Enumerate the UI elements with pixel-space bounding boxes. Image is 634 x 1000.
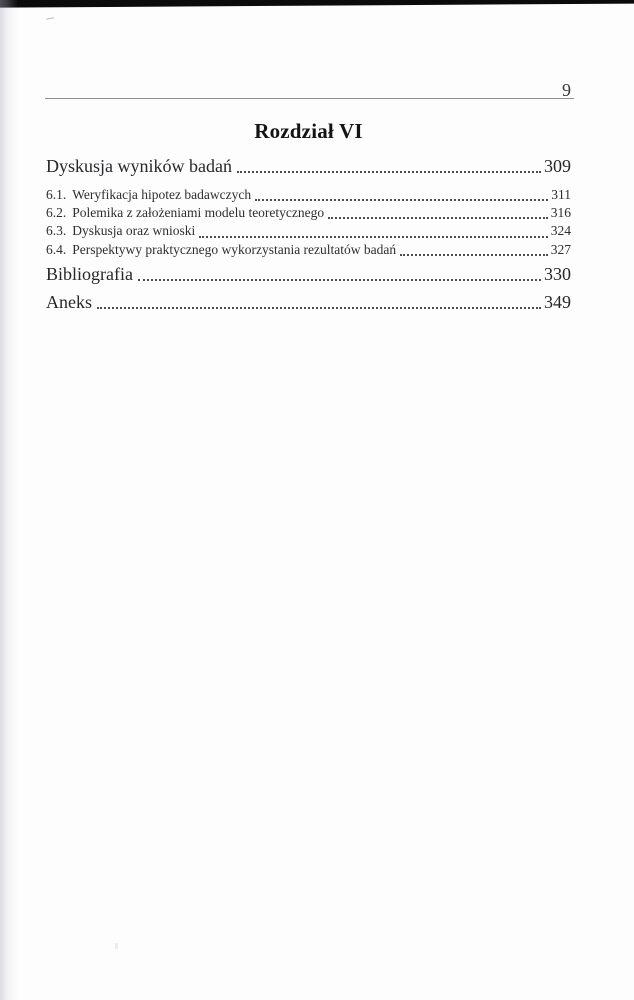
dot-leader [138, 279, 541, 281]
section-number: 6.2. [46, 205, 67, 221]
toc-entry-page: 330 [544, 263, 571, 284]
toc-entry-section [46, 204, 571, 222]
scan-artifact-speck [115, 943, 118, 949]
dot-leader [237, 171, 541, 173]
scan-edge-top [0, 0, 634, 9]
toc-entry-chapter [46, 155, 571, 177]
toc-entry-label: Perspektywy praktycznego wykorzystania rezultatów badań [72, 241, 397, 257]
toc-entry-annex [46, 291, 571, 313]
toc-entry-section [46, 222, 571, 240]
toc-entry-label: Polemika z założeniami modelu teoretycznego [72, 205, 325, 221]
toc-entry-label: Bibliografia [46, 263, 133, 284]
section-number: 6.3. [46, 223, 67, 239]
table-of-contents [46, 120, 571, 313]
section-number: 6.1. [46, 187, 67, 202]
toc-entry-label: Dyskusja wyników badań [46, 156, 232, 176]
toc-entry-bibliography [46, 263, 571, 285]
dot-leader [400, 254, 548, 256]
chapter-title: Rozdział VI [254, 119, 363, 143]
scan-artifact-dash [46, 17, 54, 19]
dot-leader [255, 199, 548, 201]
toc-entry-section [46, 241, 571, 259]
toc-entry-page: 311 [551, 187, 571, 202]
toc-entry-page: 327 [550, 241, 571, 257]
header-rule [45, 98, 574, 99]
dot-leader [199, 236, 548, 238]
section-number: 6.4. [46, 241, 67, 257]
toc-entry-page: 349 [544, 291, 571, 312]
page-number: 9 [562, 80, 571, 100]
toc-entry-page: 309 [544, 156, 571, 176]
toc-entry-label: Weryfikacja hipotez badawczych [72, 187, 252, 202]
dot-leader [97, 307, 541, 309]
toc-section-list [46, 186, 571, 259]
toc-entry-page: 324 [550, 223, 571, 239]
toc-entry-label: Aneks [46, 291, 92, 312]
scan-shadow-left [0, 0, 18, 1000]
toc-entry-page: 316 [550, 205, 571, 221]
dot-leader [328, 217, 548, 219]
toc-entry-label: Dyskusja oraz wnioski [72, 223, 196, 239]
toc-entry-section [46, 186, 571, 204]
